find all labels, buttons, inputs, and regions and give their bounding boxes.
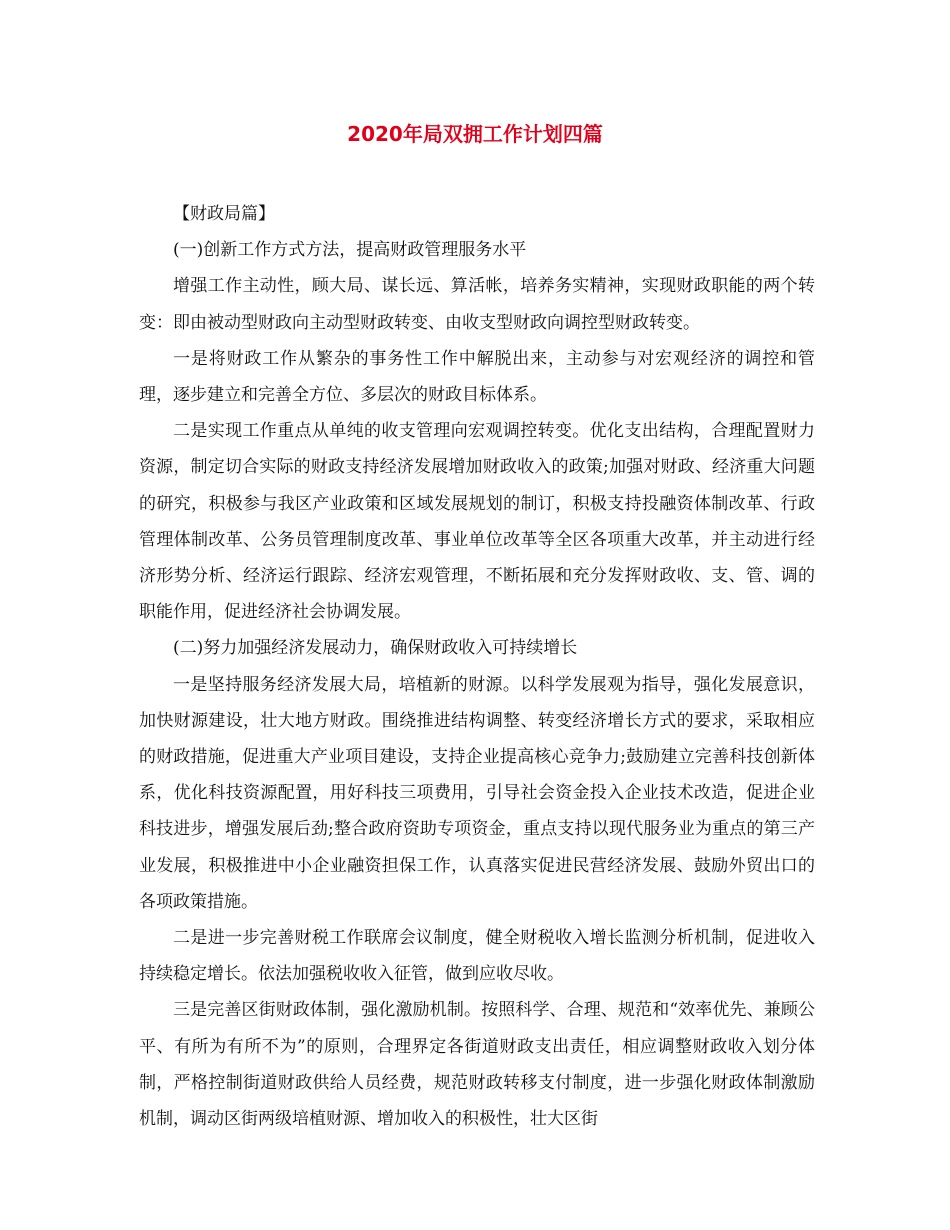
subsection-heading-2: (二)努力加强经济发展动力，确保财政收入可持续增长 xyxy=(173,638,578,659)
paragraph: 三是完善区街财政体制，强化激励机制。按照科学、合理、规范和“效率优先、兼顾公平、有所为有所不为”的原则，合理界定各街道财政支出责任，相应调整财政收入划分体制，严格控制街道财政供给人员经费，规范财政转移支付制度，进一步强化财政体制激励机制，调动区街两级培植财源、增加收入的积极性，壮大区街 xyxy=(139,1000,815,1130)
paragraph: 一是将财政工作从繁杂的事务性工作中解脱出来，主动参与对宏观经济的调控和管理，逐步建立和完善全方位、多层次的财政目标体系。 xyxy=(139,348,815,406)
paragraph: 二是实现工作重点从单纯的收支管理向宏观调控转变。优化支出结构，合理配置财力资源，制定切合实际的财政支持经济发展增加财政收入的政策;加强对财政、经济重大问题的研究，积极参与我区产业政策和区域发展规划的制订，积极支持投融资体制改革、行政管理体制改革、公务员管理制度改革、事业单位改革等全区各项重大改革，并主动进行经济形势分析、经济运行跟踪、经济宏观管理，不断拓展和充分发挥财政收、支、管、调的职能作用，促进经济社会协调发展。 xyxy=(139,421,815,623)
paragraph: 二是进一步完善财税工作联席会议制度，健全财税收入增长监测分析机制，促进收入持续稳定增长。依法加强税收收入征管，做到应收尽收。 xyxy=(139,928,815,985)
subsection-heading-1: (一)创新工作方式方法，提高财政管理服务水平 xyxy=(173,240,527,261)
paragraph: 增强工作主动性，顾大局、谋长远、算活帐，培养务实精神，实现财政职能的两个转变：即由被动型财政向主动型财政转变、由收支型财政向调控型财政转变。 xyxy=(139,276,815,333)
document-body xyxy=(139,196,815,1137)
section-heading-finance-bureau: 【财政局篇】 xyxy=(173,204,275,224)
paragraph: 一是坚持服务经济发展大局，培植新的财源。以科学发展观为指导，强化发展意识，加快财源建设，壮大地方财政。围绕推进结构调整、转变经济增长方式的要求，采取相应的财政措施，促进重大产业项目建设，支持企业提高核心竞争力;鼓励建立完善科技创新体系，优化科技资源配置，用好科技三项费用，引导社会资金投入企业技术改造，促进企业科技进步，增强发展后劲;整合政府资助专项资金，重点支持以现代服务业为重点的第三产业发展，积极推进中小企业融资担保工作，认真落实促进民营经济发展、鼓励外贸出口的各项政策措施。 xyxy=(139,674,815,912)
document-title: 2020年局双拥工作计划四篇 xyxy=(347,122,603,146)
